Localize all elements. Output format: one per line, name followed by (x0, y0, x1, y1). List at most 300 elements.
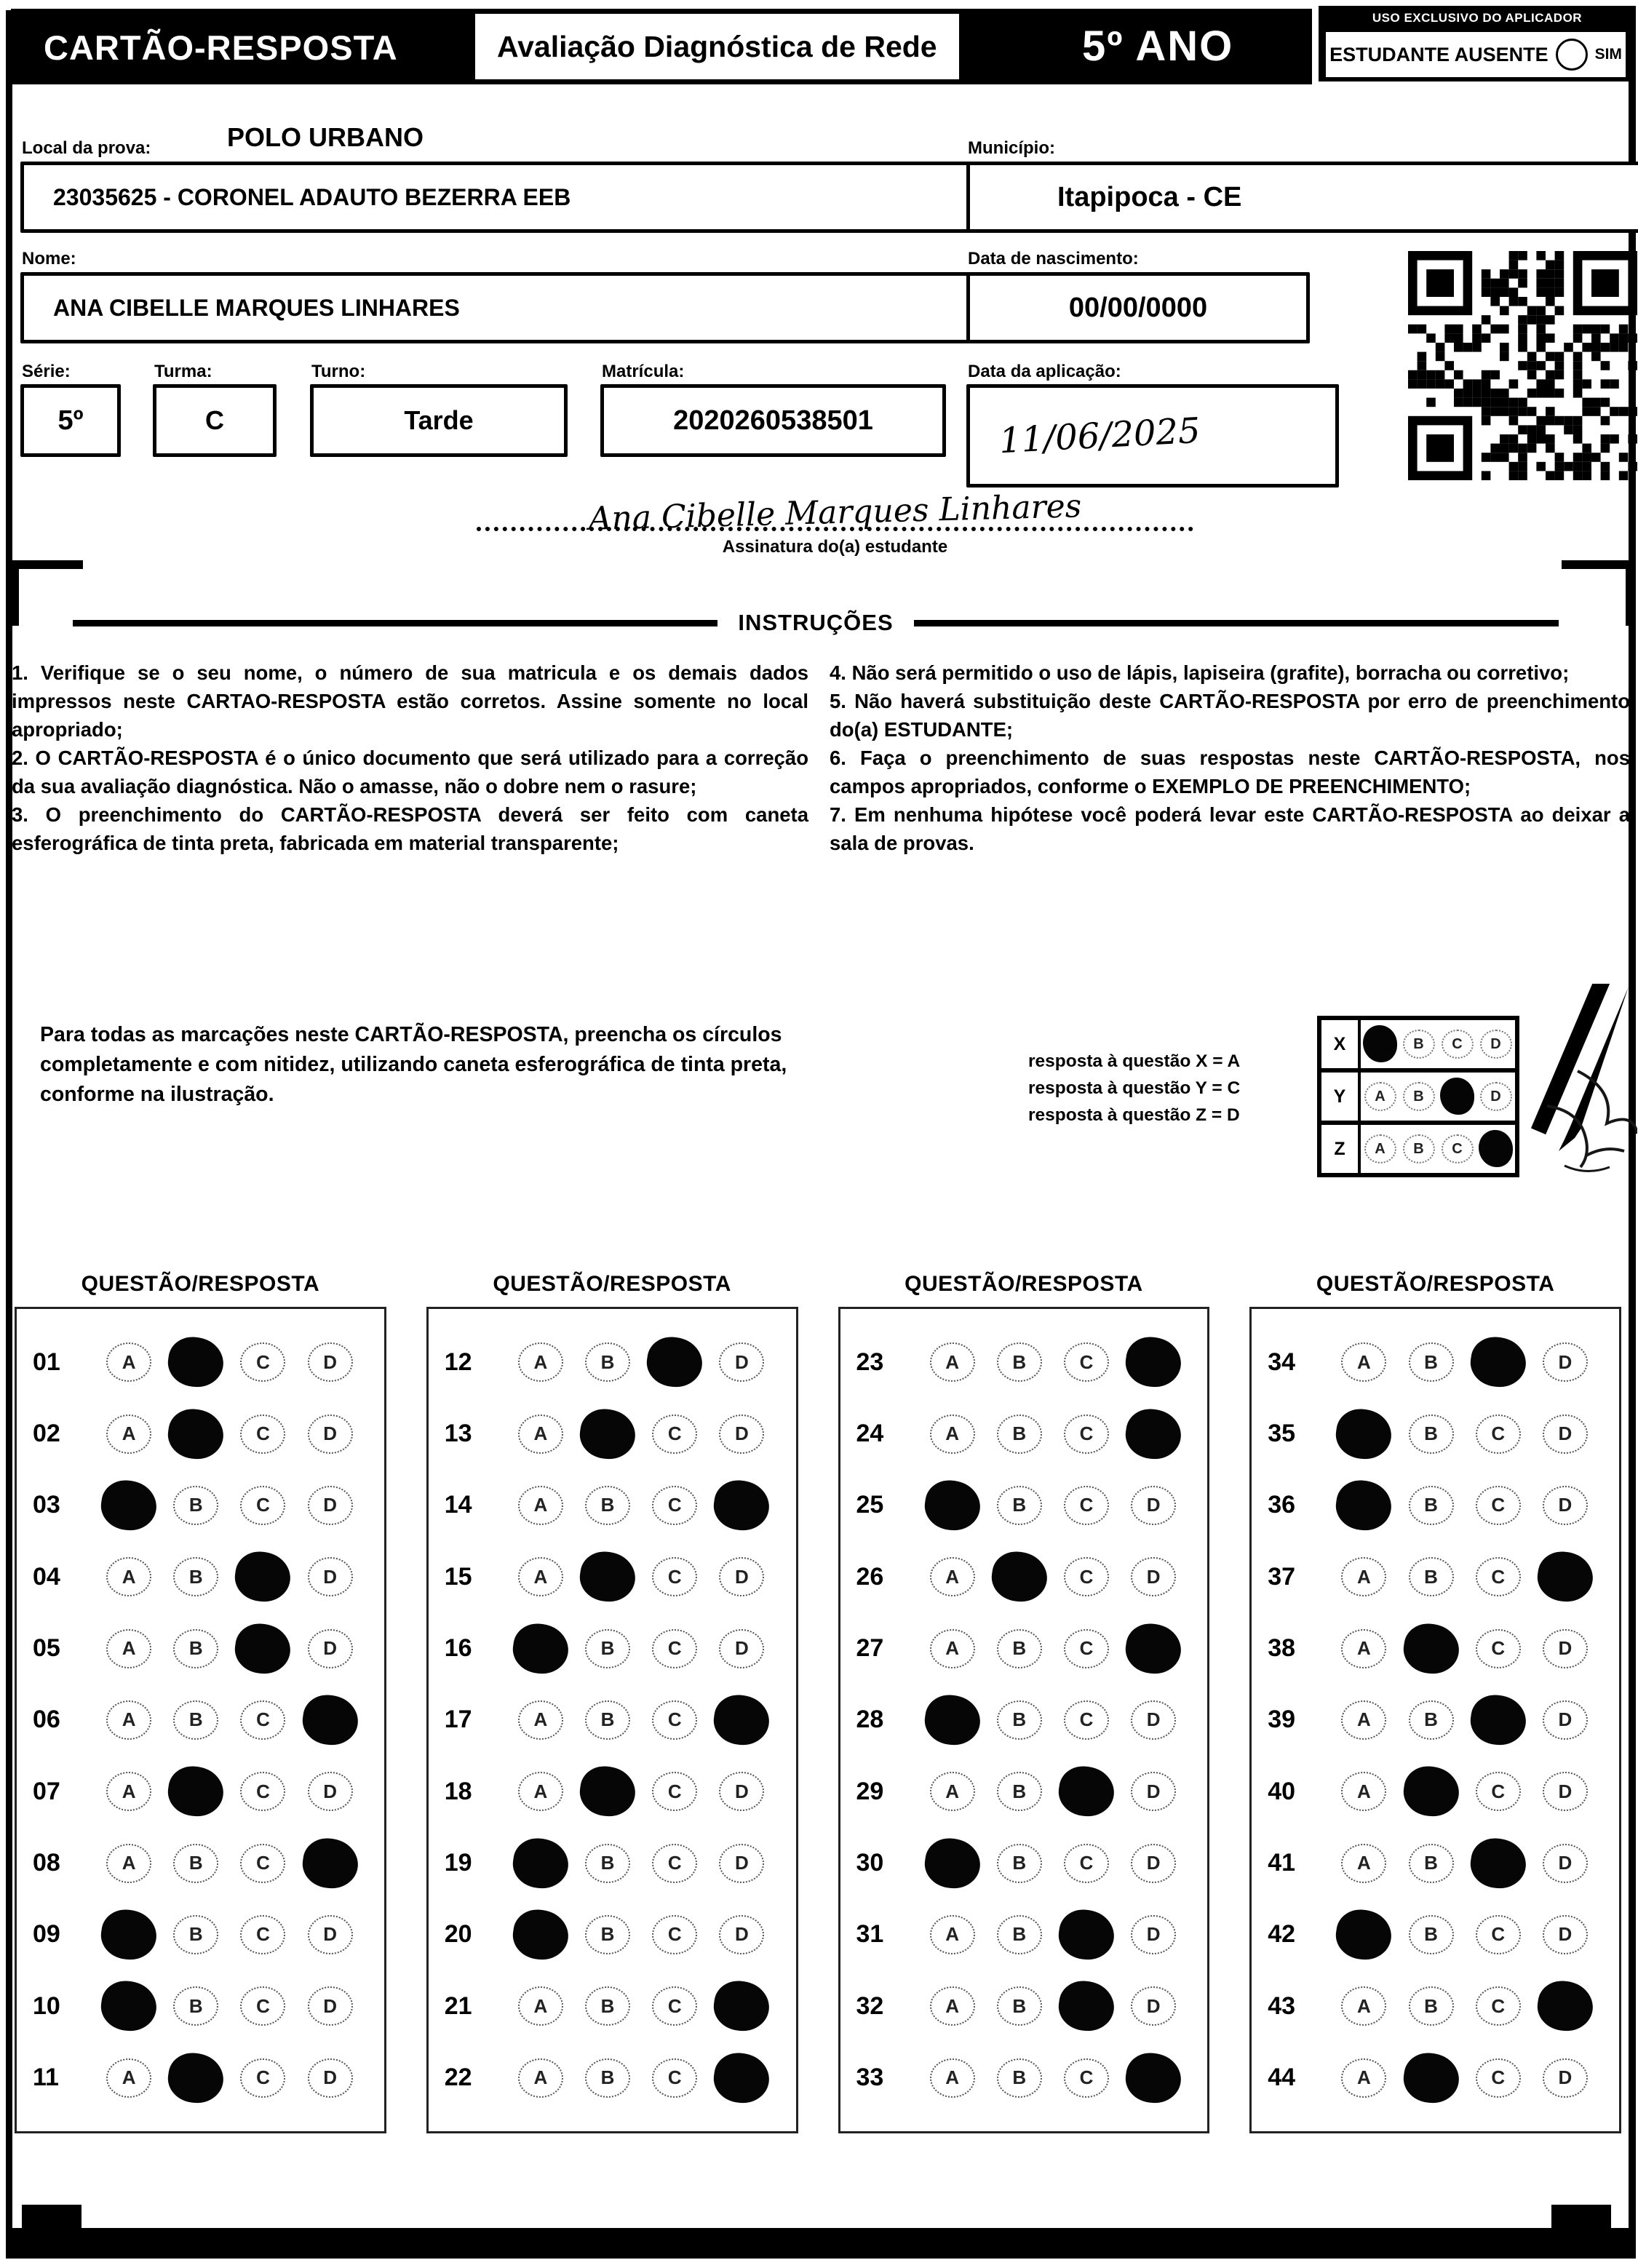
serie-value: 5º (57, 405, 84, 436)
bubble-B[interactable] (574, 1698, 641, 1743)
bubble-circle: A (518, 2058, 563, 2098)
birthdate-value: 00/00/0000 (1068, 292, 1208, 323)
example-bubble-C (1438, 1125, 1476, 1173)
filled-mark (232, 1548, 294, 1605)
bubble-D[interactable] (1120, 1698, 1187, 1743)
bubble-circle: A (930, 1342, 975, 1382)
bubble-D[interactable] (1532, 2056, 1599, 2101)
bubble-B[interactable] (986, 1483, 1053, 1528)
question-row (840, 1769, 1208, 1814)
filled-mark (299, 1835, 361, 1892)
bubble-D[interactable] (708, 1483, 775, 1528)
bubble-A[interactable] (1330, 1698, 1397, 1743)
filled-mark (1535, 1548, 1597, 1605)
bubble-A[interactable] (507, 2056, 574, 2101)
bubble-A[interactable] (95, 1769, 162, 1814)
bubble-circle: B (997, 1629, 1042, 1668)
bubble-D[interactable] (297, 1412, 364, 1457)
bubble-circle: A (930, 1629, 975, 1668)
bubble-D[interactable] (1532, 1769, 1599, 1814)
bubble-circle: C (1442, 1030, 1474, 1059)
bubble-D[interactable] (1120, 1983, 1187, 2029)
question-row (1252, 1912, 1619, 1957)
bubble-D[interactable] (297, 1483, 364, 1528)
bubble-A[interactable] (1330, 1554, 1397, 1599)
bubble-circle: D (1543, 1844, 1588, 1883)
bubble-B[interactable] (162, 2056, 229, 2101)
bubble-A[interactable] (507, 1340, 574, 1385)
bubble-D[interactable] (1120, 2056, 1187, 2101)
question-number: 43 (1268, 1992, 1296, 2020)
question-row (17, 1983, 384, 2029)
bubble-C[interactable] (229, 1554, 296, 1599)
bubble-C[interactable] (1465, 1483, 1532, 1528)
bubble-B[interactable] (1397, 1412, 1464, 1457)
bubble-B[interactable] (986, 1554, 1053, 1599)
bubble-B[interactable] (986, 1983, 1053, 2029)
answer-box (426, 1307, 798, 2133)
bubble-D[interactable] (708, 1412, 775, 1457)
bubble-B[interactable] (162, 1626, 229, 1671)
bubble-B[interactable] (986, 1769, 1053, 1814)
bubble-C[interactable] (1465, 1554, 1532, 1599)
bubble-circle: C (1476, 1915, 1521, 1954)
bubble-C[interactable] (229, 1698, 296, 1743)
signature-block (477, 484, 1193, 557)
bubble-C[interactable] (229, 1626, 296, 1671)
filled-mark (1535, 1978, 1597, 2034)
bubble-C[interactable] (641, 1483, 708, 1528)
bubble-circle: A (930, 1915, 975, 1954)
bubble-D[interactable] (1120, 1841, 1187, 1886)
bubble-A[interactable] (95, 1698, 162, 1743)
bubble-D[interactable] (297, 1626, 364, 1671)
bubble-circle: B (997, 1844, 1042, 1883)
bubble-circle: D (308, 1915, 353, 1954)
bubble-A[interactable] (919, 1554, 986, 1599)
bubble-A[interactable] (507, 1483, 574, 1528)
bubble-C[interactable] (1053, 1912, 1120, 1957)
bubble-A[interactable] (1330, 1483, 1397, 1528)
bubble-A[interactable] (1330, 1340, 1397, 1385)
bubble-B[interactable] (1397, 1698, 1464, 1743)
bubble-B[interactable] (162, 1340, 229, 1385)
turma-label: Turma: (154, 362, 212, 381)
birthdate-field (966, 272, 1310, 343)
bubble-circle: D (1543, 2058, 1588, 2098)
bubble-B[interactable] (1397, 1983, 1464, 2029)
bubble-C[interactable] (1465, 1769, 1532, 1814)
bubble-B[interactable] (162, 1698, 229, 1743)
bubble-circle: C (652, 1700, 697, 1740)
bubble-A[interactable] (95, 1412, 162, 1457)
bubble-C[interactable] (1465, 1983, 1532, 2029)
question-number: 23 (856, 1348, 884, 1376)
bubble-B[interactable] (1397, 2056, 1464, 2101)
bubble-C[interactable] (229, 1340, 296, 1385)
bubble-C[interactable] (229, 1412, 296, 1457)
bubble-B[interactable] (574, 1554, 641, 1599)
question-row (429, 2056, 796, 2101)
bubble-circle: C (240, 1772, 285, 1811)
bubble-A[interactable] (1330, 1412, 1397, 1457)
bubble-D[interactable] (708, 1841, 775, 1886)
bubble-A[interactable] (507, 1983, 574, 2029)
polo-text: POLO URBANO (227, 122, 424, 152)
bubble-A[interactable] (95, 1983, 162, 2029)
bubble-C[interactable] (1053, 1554, 1120, 1599)
question-row (840, 1912, 1208, 1957)
bubble-B[interactable] (1397, 1769, 1464, 1814)
bubble-B[interactable] (986, 1698, 1053, 1743)
bubble-D[interactable] (1120, 1412, 1187, 1457)
bubble-circle: C (1476, 1486, 1521, 1525)
question-row (1252, 1412, 1619, 1457)
bubble-B[interactable] (986, 1340, 1053, 1385)
signature-caption: Assinatura do(a) estudante (722, 537, 948, 557)
instructions-left (12, 658, 808, 857)
bubble-C[interactable] (229, 1841, 296, 1886)
bubble-C[interactable] (1053, 2056, 1120, 2101)
bubble-B[interactable] (1397, 1841, 1464, 1886)
bubble-D[interactable] (1532, 1412, 1599, 1457)
bubble-A[interactable] (1330, 1841, 1397, 1886)
bubble-C[interactable] (641, 1983, 708, 2029)
bubble-circle: B (1409, 1342, 1454, 1382)
bubble-circle: B (1403, 1030, 1435, 1059)
bubble-D[interactable] (708, 1698, 775, 1743)
bubble-B[interactable] (1397, 1483, 1464, 1528)
bubble-A[interactable] (919, 1769, 986, 1814)
bubble-B[interactable] (986, 1912, 1053, 1957)
bubble-A[interactable] (1330, 2056, 1397, 2101)
bubble-D[interactable] (1532, 1340, 1599, 1385)
bubble-A[interactable] (919, 1912, 986, 1957)
filled-mark (711, 1692, 773, 1748)
filled-mark (165, 1334, 227, 1390)
bubble-circle: A (1341, 1342, 1386, 1382)
bubble-circle: C (240, 1486, 285, 1525)
filled-mark (1056, 1763, 1118, 1820)
bubble-circle: D (719, 1844, 764, 1883)
filled-mark (165, 2050, 227, 2106)
bubble-A[interactable] (95, 1841, 162, 1886)
bubble-A[interactable] (919, 1340, 986, 1385)
bubble-C[interactable] (1053, 1698, 1120, 1743)
bubble-circle: B (1409, 1557, 1454, 1596)
bubble-A[interactable] (95, 2056, 162, 2101)
bubble-A[interactable] (507, 1769, 574, 1814)
bubble-B[interactable] (162, 1769, 229, 1814)
question-number: 05 (33, 1634, 60, 1663)
bubble-B[interactable] (574, 1841, 641, 1886)
question-row (1252, 1340, 1619, 1385)
bubble-C[interactable] (1465, 2056, 1532, 2101)
bubble-C[interactable] (229, 1483, 296, 1528)
bubble-B[interactable] (574, 1912, 641, 1957)
question-number: 39 (1268, 1706, 1296, 1734)
question-row (17, 1626, 384, 1671)
bubble-B[interactable] (162, 1554, 229, 1599)
legend-line: resposta à questão X = A (1028, 1051, 1241, 1071)
bubble-D[interactable] (708, 1554, 775, 1599)
bubble-C[interactable] (229, 1983, 296, 2029)
question-row (840, 1554, 1208, 1599)
bubble-D[interactable] (297, 1340, 364, 1385)
bubble-circle: A (1341, 1986, 1386, 2026)
bubble-C[interactable] (641, 1626, 708, 1671)
bubble-C[interactable] (1053, 1841, 1120, 1886)
bubble-B[interactable] (162, 1912, 229, 1957)
bubble-B[interactable] (162, 1483, 229, 1528)
absent-radio[interactable] (1556, 39, 1588, 71)
bubble-C[interactable] (641, 1554, 708, 1599)
bubble-A[interactable] (919, 2056, 986, 2101)
bubble-B[interactable] (1397, 1554, 1464, 1599)
bubble-D[interactable] (1120, 1626, 1187, 1671)
question-row (429, 1983, 796, 2029)
bubble-circle: B (1409, 1414, 1454, 1454)
question-number: 13 (444, 1420, 472, 1448)
bubble-circle: C (652, 1557, 697, 1596)
bubble-circle: C (652, 1915, 697, 1954)
bubble-circle: A (518, 1414, 563, 1454)
example-legend (1028, 1048, 1240, 1129)
bubble-A[interactable] (919, 1698, 986, 1743)
bubble-D[interactable] (1532, 1483, 1599, 1528)
bubble-circle: B (585, 1342, 630, 1382)
bubble-circle: A (1364, 1134, 1396, 1163)
question-number: 12 (444, 1348, 472, 1376)
bubble-C[interactable] (1053, 1340, 1120, 1385)
bubble-C[interactable] (1465, 1912, 1532, 1957)
bubble-D[interactable] (1532, 1841, 1599, 1886)
bubble-C[interactable] (229, 2056, 296, 2101)
question-row (17, 1483, 384, 1528)
fill-instruction-text: Para todas as marcações neste CARTÃO-RESPOSTA, preencha os círculos completamente e com nitidez, utilizando caneta esferográfica de tinta preta, conforme na ilustração. (40, 1023, 787, 1106)
answer-box (15, 1307, 386, 2133)
bubble-B[interactable] (574, 1626, 641, 1671)
bubble-circle: A (518, 1342, 563, 1382)
bubble-D[interactable] (1120, 1912, 1187, 1957)
bubble-A[interactable] (919, 1483, 986, 1528)
bubble-A[interactable] (507, 1412, 574, 1457)
bubble-circle: B (1409, 1700, 1454, 1740)
bubble-circle: C (1442, 1134, 1474, 1163)
bubble-B[interactable] (1397, 1912, 1464, 1957)
bubble-D[interactable] (708, 1769, 775, 1814)
bubble-circle: D (719, 1772, 764, 1811)
bubble-C[interactable] (1053, 1983, 1120, 2029)
bubble-circle: A (106, 1342, 151, 1382)
bubble-circle: B (997, 1414, 1042, 1454)
filled-mark (1467, 1692, 1529, 1748)
question-number: 32 (856, 1992, 884, 2020)
bubble-circle: C (1476, 1772, 1521, 1811)
filled-mark (1467, 1835, 1529, 1892)
bubble-A[interactable] (507, 1554, 574, 1599)
bubble-A[interactable] (95, 1483, 162, 1528)
bubble-circle: A (518, 1557, 563, 1596)
bubble-B[interactable] (986, 1626, 1053, 1671)
filled-mark (577, 1763, 639, 1820)
bubble-D[interactable] (1120, 1769, 1187, 1814)
column-title: QUESTÃO/RESPOSTA (1316, 1272, 1555, 1296)
bubble-A[interactable] (1330, 1769, 1397, 1814)
filled-mark (921, 1692, 983, 1748)
bubble-circle: A (930, 2058, 975, 2098)
bubble-C[interactable] (1053, 1483, 1120, 1528)
bubble-C[interactable] (1465, 1841, 1532, 1886)
bubble-C[interactable] (1465, 1340, 1532, 1385)
bubble-C[interactable] (1465, 1626, 1532, 1671)
bubble-A[interactable] (1330, 1626, 1397, 1671)
question-row (1252, 2056, 1619, 2101)
bubble-circle: C (1064, 1342, 1109, 1382)
bubble-D[interactable] (708, 1340, 775, 1385)
question-number: 38 (1268, 1634, 1296, 1663)
bubble-B[interactable] (1397, 1626, 1464, 1671)
sheet-title: CARTÃO-RESPOSTA (44, 28, 398, 67)
bubble-D[interactable] (297, 1769, 364, 1814)
bubble-C[interactable] (641, 1912, 708, 1957)
bubble-A[interactable] (507, 1626, 574, 1671)
bubble-C[interactable] (641, 2056, 708, 2101)
bubble-circle: A (106, 2058, 151, 2098)
bubble-D[interactable] (1532, 1554, 1599, 1599)
bubble-A[interactable] (95, 1554, 162, 1599)
example-row-label: Z (1321, 1125, 1361, 1173)
filled-mark (1123, 1620, 1185, 1677)
bubble-A[interactable] (507, 1912, 574, 1957)
bubble-D[interactable] (708, 1983, 775, 2029)
bubble-A[interactable] (919, 1626, 986, 1671)
bubble-circle: B (997, 1915, 1042, 1954)
bubble-A[interactable] (95, 1912, 162, 1957)
bubble-A[interactable] (1330, 1912, 1397, 1957)
bubble-circle: A (1364, 1082, 1396, 1111)
filled-mark (988, 1548, 1050, 1605)
instruction-item: 6. Faça o preenchimento de suas respostas neste CARTÃO-RESPOSTA, nos campos apropriados, conforme o EXEMPLO DE PREENCHIMENTO; (830, 747, 1630, 797)
bubble-B[interactable] (574, 1483, 641, 1528)
bubble-A[interactable] (95, 1340, 162, 1385)
bubble-C[interactable] (229, 1769, 296, 1814)
bubble-A[interactable] (919, 1841, 986, 1886)
bubble-D[interactable] (1532, 1983, 1599, 2029)
bubble-circle: C (1476, 2058, 1521, 2098)
bubble-circle: D (1131, 1557, 1176, 1596)
bubble-D[interactable] (708, 1912, 775, 1957)
bubble-A[interactable] (919, 1412, 986, 1457)
grade-badge: 5º ANO (1082, 23, 1234, 70)
bubble-D[interactable] (1120, 1554, 1187, 1599)
instructions-title: INSTRUÇÕES (738, 610, 894, 635)
question-number: 33 (856, 2064, 884, 2092)
bubble-D[interactable] (297, 1841, 364, 1886)
bubble-D[interactable] (297, 2056, 364, 2101)
bubble-C[interactable] (1053, 1412, 1120, 1457)
bubble-C[interactable] (1053, 1769, 1120, 1814)
bubble-D[interactable] (1120, 1340, 1187, 1385)
question-number: 09 (33, 1920, 60, 1949)
bubble-A[interactable] (507, 1841, 574, 1886)
turma-field (153, 384, 277, 457)
bubble-D[interactable] (708, 1626, 775, 1671)
question-row (17, 2056, 384, 2101)
bubble-A[interactable] (1330, 1983, 1397, 2029)
example-row-label: X (1321, 1020, 1361, 1068)
question-number: 27 (856, 1634, 884, 1663)
bubble-A[interactable] (919, 1983, 986, 2029)
absent-field (1326, 32, 1626, 77)
question-number: 30 (856, 1849, 884, 1877)
bubble-circle: B (173, 1486, 218, 1525)
bubble-D[interactable] (1532, 1912, 1599, 1957)
bubble-D[interactable] (1532, 1626, 1599, 1671)
bubble-C[interactable] (641, 1412, 708, 1457)
filled-mark (921, 1477, 983, 1534)
bubble-B[interactable] (1397, 1340, 1464, 1385)
question-number: 18 (444, 1777, 472, 1805)
bubble-B[interactable] (162, 1412, 229, 1457)
example-row-label: Y (1321, 1073, 1361, 1121)
bubble-B[interactable] (574, 1412, 641, 1457)
bubble-D[interactable] (708, 2056, 775, 2101)
bubble-B[interactable] (986, 1412, 1053, 1457)
turma-value: C (205, 405, 224, 435)
bubble-C[interactable] (641, 1698, 708, 1743)
bubble-A[interactable] (507, 1698, 574, 1743)
bubble-circle: A (106, 1844, 151, 1883)
bubble-D[interactable] (297, 1912, 364, 1957)
bubble-C[interactable] (1465, 1412, 1532, 1457)
bubble-circle: D (1543, 1629, 1588, 1668)
bubble-B[interactable] (574, 1769, 641, 1814)
filled-mark (1333, 1477, 1395, 1534)
bubble-circle: D (1131, 1772, 1176, 1811)
bubble-D[interactable] (297, 1554, 364, 1599)
bubble-B[interactable] (162, 1983, 229, 2029)
bubble-B[interactable] (986, 1841, 1053, 1886)
bubble-D[interactable] (297, 1698, 364, 1743)
answer-column (1249, 1272, 1621, 2133)
bubble-B[interactable] (574, 1340, 641, 1385)
answer-box (838, 1307, 1210, 2133)
question-row (1252, 1769, 1619, 1814)
bubble-C[interactable] (1465, 1698, 1532, 1743)
bubble-C[interactable] (641, 1340, 708, 1385)
bubble-circle: C (240, 1915, 285, 1954)
bubble-B[interactable] (574, 1983, 641, 2029)
serie-field (20, 384, 121, 457)
question-row (429, 1912, 796, 1957)
bubble-D[interactable] (1120, 1483, 1187, 1528)
bubble-C[interactable] (1053, 1626, 1120, 1671)
bubble-C[interactable] (229, 1912, 296, 1957)
bubble-C[interactable] (641, 1841, 708, 1886)
bubble-D[interactable] (1532, 1698, 1599, 1743)
filled-mark (1056, 1906, 1118, 1963)
filled-mark (1056, 1978, 1118, 2034)
bubble-circle: B (997, 1342, 1042, 1382)
bubble-D[interactable] (297, 1983, 364, 2029)
bubble-B[interactable] (162, 1841, 229, 1886)
bubble-C[interactable] (641, 1769, 708, 1814)
bubble-B[interactable] (986, 2056, 1053, 2101)
bubble-A[interactable] (95, 1626, 162, 1671)
bubble-B[interactable] (574, 2056, 641, 2101)
bubble-circle: C (1064, 2058, 1109, 2098)
